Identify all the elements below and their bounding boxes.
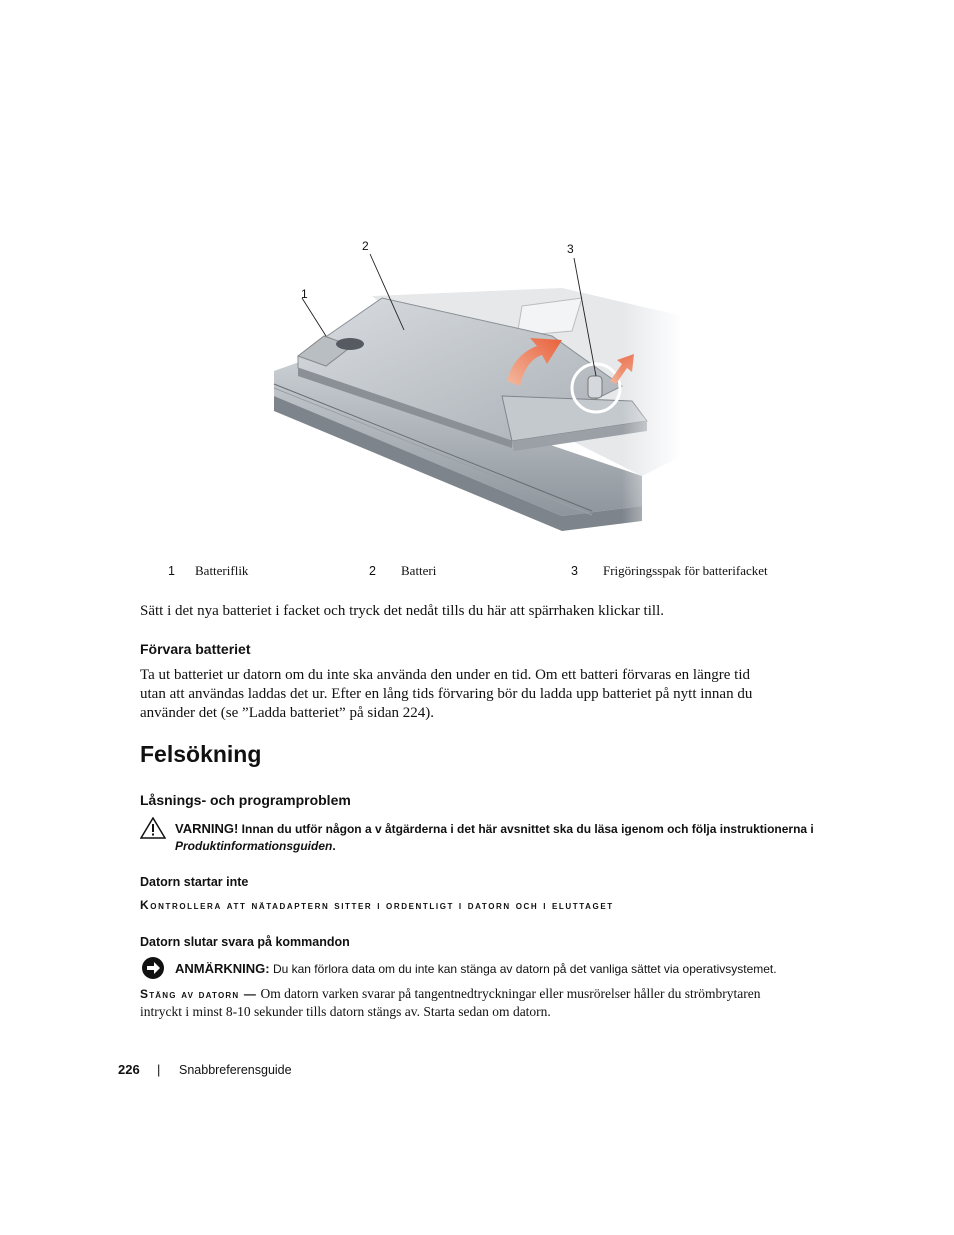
page-title-troubleshooting: Felsökning (140, 741, 262, 767)
legend-label-3: Frigöringsspak för batterifacket (603, 563, 768, 578)
footer-guide-name: Snabbreferensguide (179, 1063, 292, 1077)
paragraph-store-battery (140, 666, 840, 723)
legend-label-2: Batteri (401, 563, 437, 578)
page-number: 226 (118, 1062, 140, 1077)
legend-number: 2 (369, 564, 376, 578)
action-check-adapter: Kontrollera att nätadaptern sitter i ordentligt i datorn och i eluttaget (140, 898, 614, 912)
warning-period: . (332, 839, 336, 853)
paragraph-insert-battery: Sätt i det nya batteriet i facket och tryck det nedåt tills du här att spärrhaken klickar till. (140, 603, 664, 619)
legend-number: 3 (571, 564, 578, 578)
action-text: intryckt i minst 8-10 sekunder tills datorn stängs av. Starta sedan om datorn. (140, 1004, 551, 1019)
notice-label: ANMÄRKNING: (175, 961, 270, 976)
callout-3: 3 (567, 242, 574, 256)
legend-number: 1 (168, 564, 175, 578)
heading-no-start: Datorn startar inte (140, 875, 249, 889)
paragraph-line: använder det (se ”Ladda batteriet” på sidan 224). (140, 705, 435, 721)
callout-2: 2 (362, 239, 369, 253)
paragraph-line: Ta ut batteriet ur datorn om du inte ska använda den under en tid. Om ett batteri förvaras en längre tid (140, 667, 750, 683)
legend-item-3 (571, 563, 578, 579)
heading-store-battery: Förvara batteriet (140, 641, 251, 657)
battery-figure (262, 236, 682, 536)
battery-illustration (262, 236, 682, 536)
warning-guide-reference: Produktinformationsguiden (175, 839, 333, 853)
legend-label-1: Batteriflik (195, 563, 249, 578)
legend-item-1 (168, 563, 175, 579)
warning-text: Innan du utför någon a v åtgärderna i det här avsnittet ska du läsa igenom och följa instruktionerna i (241, 822, 814, 836)
notice-text: Du kan förlora data om du inte kan stänga av datorn på det vanliga sättet via operativsystemet. (272, 962, 777, 976)
footer-separator: | (157, 1062, 161, 1077)
legend-item-2 (369, 563, 376, 579)
callout-1: 1 (301, 287, 308, 301)
notice-box (175, 960, 777, 978)
warning-box (175, 820, 835, 855)
heading-no-response: Datorn slutar svara på kommandon (140, 935, 350, 949)
action-text: Om datorn varken svarar på tangentnedtryckningar eller musrörelser håller du strömbrytaren (260, 986, 761, 1001)
action-label: Stäng av datorn — (140, 987, 258, 1001)
warning-label: VARNING! (175, 821, 239, 836)
heading-lockup-problems: Låsnings- och programproblem (140, 792, 351, 808)
notice-icon (141, 956, 165, 985)
paragraph-line: utan att användas laddas det ur. Efter en lång tids förvaring bör du ladda upp batteriet på nytt innan du (140, 686, 753, 702)
warning-icon (140, 817, 166, 844)
action-shut-down (140, 985, 840, 1020)
